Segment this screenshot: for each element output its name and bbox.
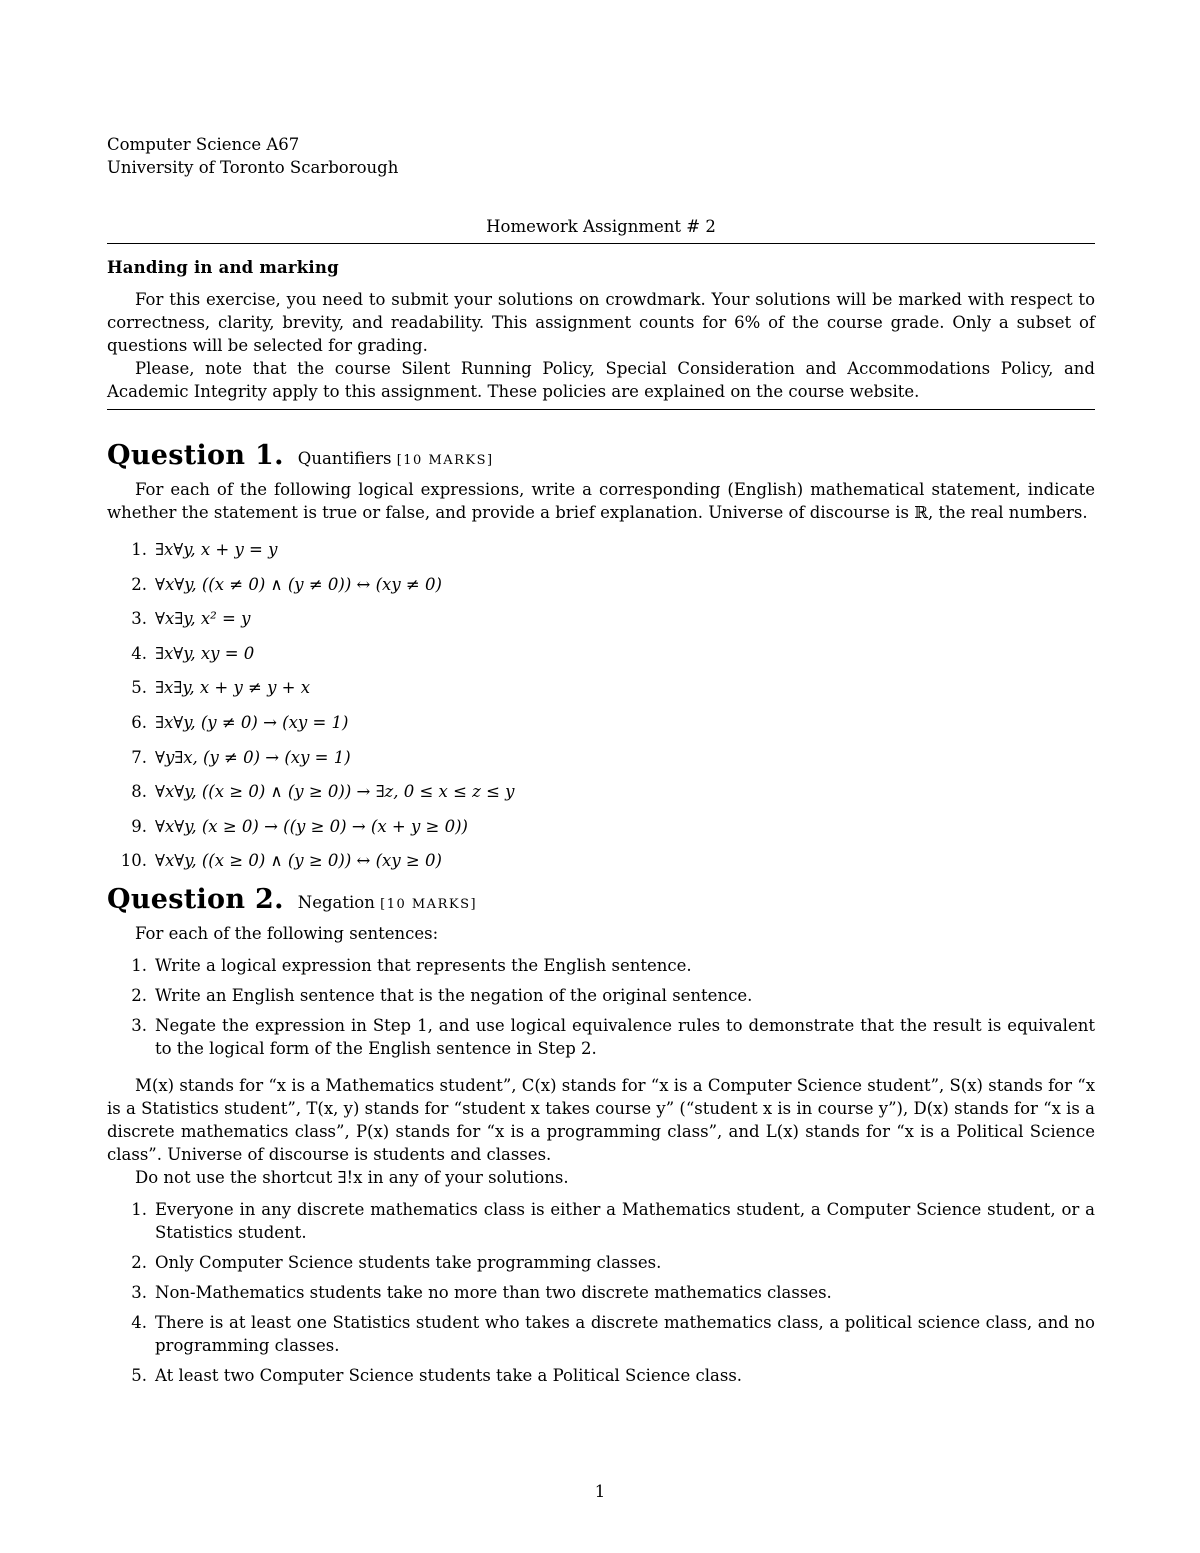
document-page — [107, 133, 1095, 1394]
question-1-title: Question 1. — [107, 440, 284, 471]
sentence-text: Everyone in any discrete mathematics class is either a Mathematics student, a Computer Science student, or a Statistics student. — [155, 1199, 1095, 1242]
handing-in-paragraph-1: For this exercise, you need to submit your solutions on crowdmark. Your solutions will be marked with respect to correctness, clarity, brevity, and readability. This assignment counts for 6% of the course grade. Only a subset of questions will be selected for grading. — [107, 290, 1095, 355]
question-2-steps-list — [107, 954, 1095, 1060]
sentence-text: There is at least one Statistics student who takes a discrete mathematics class, a political science class, and no programming classes. — [155, 1312, 1095, 1355]
question-2-subtitle: Negation — [297, 892, 375, 912]
list-item: 1. Write a logical expression that represents the English sentence. — [131, 955, 692, 975]
question-1-intro: For each of the following logical expressions, write a corresponding (English) mathematical statement, indicate whether the statement is true or false, and provide a brief explanation. Universe of discourse is ℝ, the real numbers. — [107, 480, 1095, 522]
page-number: 1 — [594, 1482, 606, 1501]
list-item: 3. ∀x∃y, x² = y — [131, 609, 251, 629]
sentence-text: At least two Computer Science students take a Political Science class. — [155, 1365, 743, 1385]
top-divider — [107, 243, 1095, 244]
step-text: Negate the expression in Step 1, and use logical equivalence rules to demonstrate that the result is equivalent to the logical form of the English sentence in Step 2. — [155, 1015, 1095, 1058]
expression: ∀y∃x, (y ≠ 0) → (xy = 1) — [155, 747, 351, 767]
expression: ∀x∀y, ((x ≥ 0) ∧ (y ≥ 0)) → ∃z, 0 ≤ x ≤ z ≤ y — [155, 782, 515, 802]
question-2-header — [107, 884, 1095, 916]
question-2-definitions: M(x) stands for “x is a Mathematics student”, C(x) stands for “x is a Computer Science student”, S(x) stands for “x is a Statistics student”, T(x, y) stands for “student x takes course y” (“student x is in course y”), D(x) stands for “x is a discrete mathematics class”, P(x) stands for “x is a programming class”, and L(x) stands for “x is a Political Science class”. Universe of discourse is students and classes. — [107, 1075, 1095, 1164]
question-1-marks: [10 MARKS] — [396, 453, 494, 468]
list-item: 8. ∀x∀y, ((x ≥ 0) ∧ (y ≥ 0)) → ∃z, 0 ≤ x ≤ z ≤ y — [131, 782, 515, 802]
list-item: 5. At least two Computer Science students take a Political Science class. — [131, 1365, 743, 1385]
assignment-title: Homework Assignment # 2 — [486, 217, 716, 236]
question-2-sentence-list — [107, 1198, 1095, 1387]
question-1-subtitle: Quantifiers — [297, 449, 392, 468]
step-text: Write a logical expression that represents the English sentence. — [155, 955, 692, 975]
list-item: 7. ∀y∃x, (y ≠ 0) → (xy = 1) — [131, 747, 351, 767]
expression: ∀x∀y, ((x ≥ 0) ∧ (y ≥ 0)) ↔ (xy ≥ 0) — [155, 851, 442, 871]
university-name: University of Toronto Scarborough — [107, 158, 399, 177]
sentence-text: Only Computer Science students take programming classes. — [155, 1252, 662, 1272]
question-2-title: Question 2. — [107, 883, 284, 915]
list-item: 4. There is at least one Statistics student who takes a discrete mathematics class, a political science class, and no programming classes. — [131, 1312, 1095, 1355]
handing-in-heading: Handing in and marking — [107, 258, 339, 277]
question-2-marks: [10 MARKS] — [380, 896, 478, 912]
list-item: 3. Negate the expression in Step 1, and use logical equivalence rules to demonstrate that the result is equivalent to the logical form of the English sentence in Step 2. — [131, 1015, 1095, 1058]
question-1-expression-list — [107, 538, 1095, 872]
expression: ∀x∀y, (x ≥ 0) → ((y ≥ 0) → (x + y ≥ 0)) — [155, 816, 468, 836]
list-item: 5. ∃x∃y, x + y ≠ y + x — [131, 678, 311, 698]
bottom-divider — [107, 409, 1095, 410]
list-item: 10. ∀x∀y, ((x ≥ 0) ∧ (y ≥ 0)) ↔ (xy ≥ 0) — [120, 851, 442, 871]
list-item: 2. Write an English sentence that is the negation of the original sentence. — [131, 985, 753, 1005]
course-name: Computer Science A67 — [107, 135, 300, 154]
list-item: 1. ∃x∀y, x + y = y — [131, 540, 278, 559]
expression: ∃x∀y, xy = 0 — [155, 643, 255, 663]
list-item: 2. ∀x∀y, ((x ≠ 0) ∧ (y ≠ 0)) ↔ (xy ≠ 0) — [131, 574, 442, 594]
question-2-note: Do not use the shortcut ∃!x in any of your solutions. — [135, 1167, 569, 1187]
expression: ∀x∃y, x² = y — [155, 609, 251, 629]
list-item: 6. ∃x∀y, (y ≠ 0) → (xy = 1) — [131, 712, 349, 732]
question-1-header — [107, 440, 1095, 472]
handing-in-paragraph-2: Please, note that the course Silent Running Policy, Special Consideration and Accommodations Policy, and Academic Integrity apply to this assignment. These policies are explained on the course website. — [107, 359, 1095, 401]
list-item: 2. Only Computer Science students take programming classes. — [131, 1252, 662, 1272]
expression: ∃x∀y, (y ≠ 0) → (xy = 1) — [155, 712, 349, 732]
step-text: Write an English sentence that is the negation of the original sentence. — [155, 985, 753, 1005]
expression: ∃x∀y, x + y = y — [155, 540, 278, 559]
question-2-intro: For each of the following sentences: — [135, 923, 439, 943]
sentence-text: Non-Mathematics students take no more than two discrete mathematics classes. — [155, 1282, 832, 1302]
list-item: 4. ∃x∀y, xy = 0 — [131, 643, 255, 663]
list-item: 9. ∀x∀y, (x ≥ 0) → ((y ≥ 0) → (x + y ≥ 0)) — [131, 816, 468, 836]
expression: ∀x∀y, ((x ≠ 0) ∧ (y ≠ 0)) ↔ (xy ≠ 0) — [155, 574, 442, 594]
list-item: 3. Non-Mathematics students take no more than two discrete mathematics classes. — [131, 1282, 832, 1302]
list-item: 1. Everyone in any discrete mathematics class is either a Mathematics student, a Computer Science student, or a Statistics student. — [131, 1199, 1095, 1242]
expression: ∃x∃y, x + y ≠ y + x — [155, 678, 311, 698]
